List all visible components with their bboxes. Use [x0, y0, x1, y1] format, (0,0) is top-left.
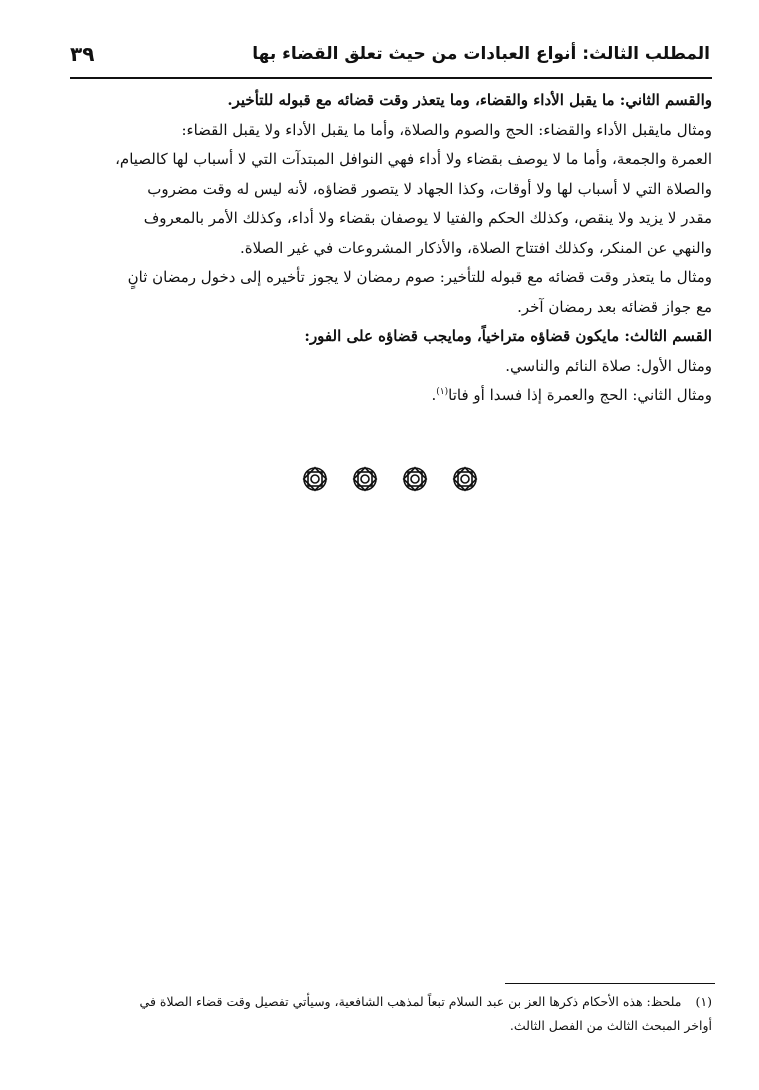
ornament-flower-icon — [450, 464, 480, 494]
footnote-line — [72, 990, 712, 1014]
page-number: ٣٩ — [70, 42, 95, 66]
ornament-flower-icon — [400, 464, 430, 494]
example-text: ومثال الثاني: الحج والعمرة إذا فسدا أو فاتا — [448, 386, 712, 404]
footnote-line: أواخر المبحث الثالث من الفصل الثالث. — [509, 1018, 712, 1033]
footnote — [72, 990, 712, 1038]
text-line: ومثال مايقبل الأداء والقضاء: الحج والصوم والصلاة، وأما ما يقبل الأداء ولا يقبل القضاء: — [181, 120, 712, 139]
text-line: مع جواز قضائه بعد رمضان آخر. — [517, 297, 712, 316]
text-line: مقدر لا يزيد ولا ينقص، وكذلك الحكم والفتيا لا يوصفان بقضاء ولا أداء، وكذلك الأمر بالمعروف — [143, 209, 712, 227]
example-line — [72, 381, 712, 411]
text-line: ومثال ما يتعذر وقت قضائه مع قبوله للتأخير: صوم رمضان لا يجوز تأخيره إلى دخول رمضان ثانٍ — [127, 268, 712, 286]
header-title: المطلب الثالث: أنواع العبادات من حيث تعلق القضاء بها — [252, 44, 710, 64]
page-header — [70, 36, 710, 76]
section-heading: والقسم الثاني: ما يقبل الأداء والقضاء، وما يتعذر وقت قضائه مع قبوله للتأخير. — [227, 91, 712, 109]
section-ornaments — [300, 464, 480, 498]
text-line: والصلاة التي لا أسباب لها ولا أوقات، وكذا الجهاد لا يتصور قضاؤه، لأنه ليس له وقت مضروب — [147, 179, 712, 198]
text-line: العمرة والجمعة، وأما ما لا يوصف بقضاء ولا أداء فهي النوافل المبتدآت التي لا أسباب لها كالصيام، — [115, 150, 712, 168]
footnote-marker[interactable]: (١) — [436, 387, 449, 397]
ornament-flower-icon — [300, 464, 330, 494]
footnote-text: ملحظ: هذه الأحكام ذكرها العز بن عبد السلام تبعاً لمذهب الشافعية، وسيأتي تفصيل وقت قضاء الصلاة في — [139, 994, 682, 1009]
body-text — [72, 86, 712, 411]
example-end: . — [431, 386, 437, 404]
text-line: والنهي عن المنكر، وكذلك افتتاح الصلاة، والأذكار المشروعات في غير الصلاة. — [239, 238, 712, 257]
footnote-divider — [505, 983, 715, 984]
paragraph — [72, 263, 712, 322]
ornament-flower-icon — [350, 464, 380, 494]
section-heading: القسم الثالث: مايكون قضاؤه متراخياً، ومايجب قضاؤه على الفور: — [304, 327, 712, 345]
paragraph — [72, 116, 712, 264]
header-divider — [70, 77, 712, 79]
footnote-number: (١) — [695, 994, 712, 1009]
example-line: ومثال الأول: صلاة النائم والناسي. — [505, 356, 712, 375]
